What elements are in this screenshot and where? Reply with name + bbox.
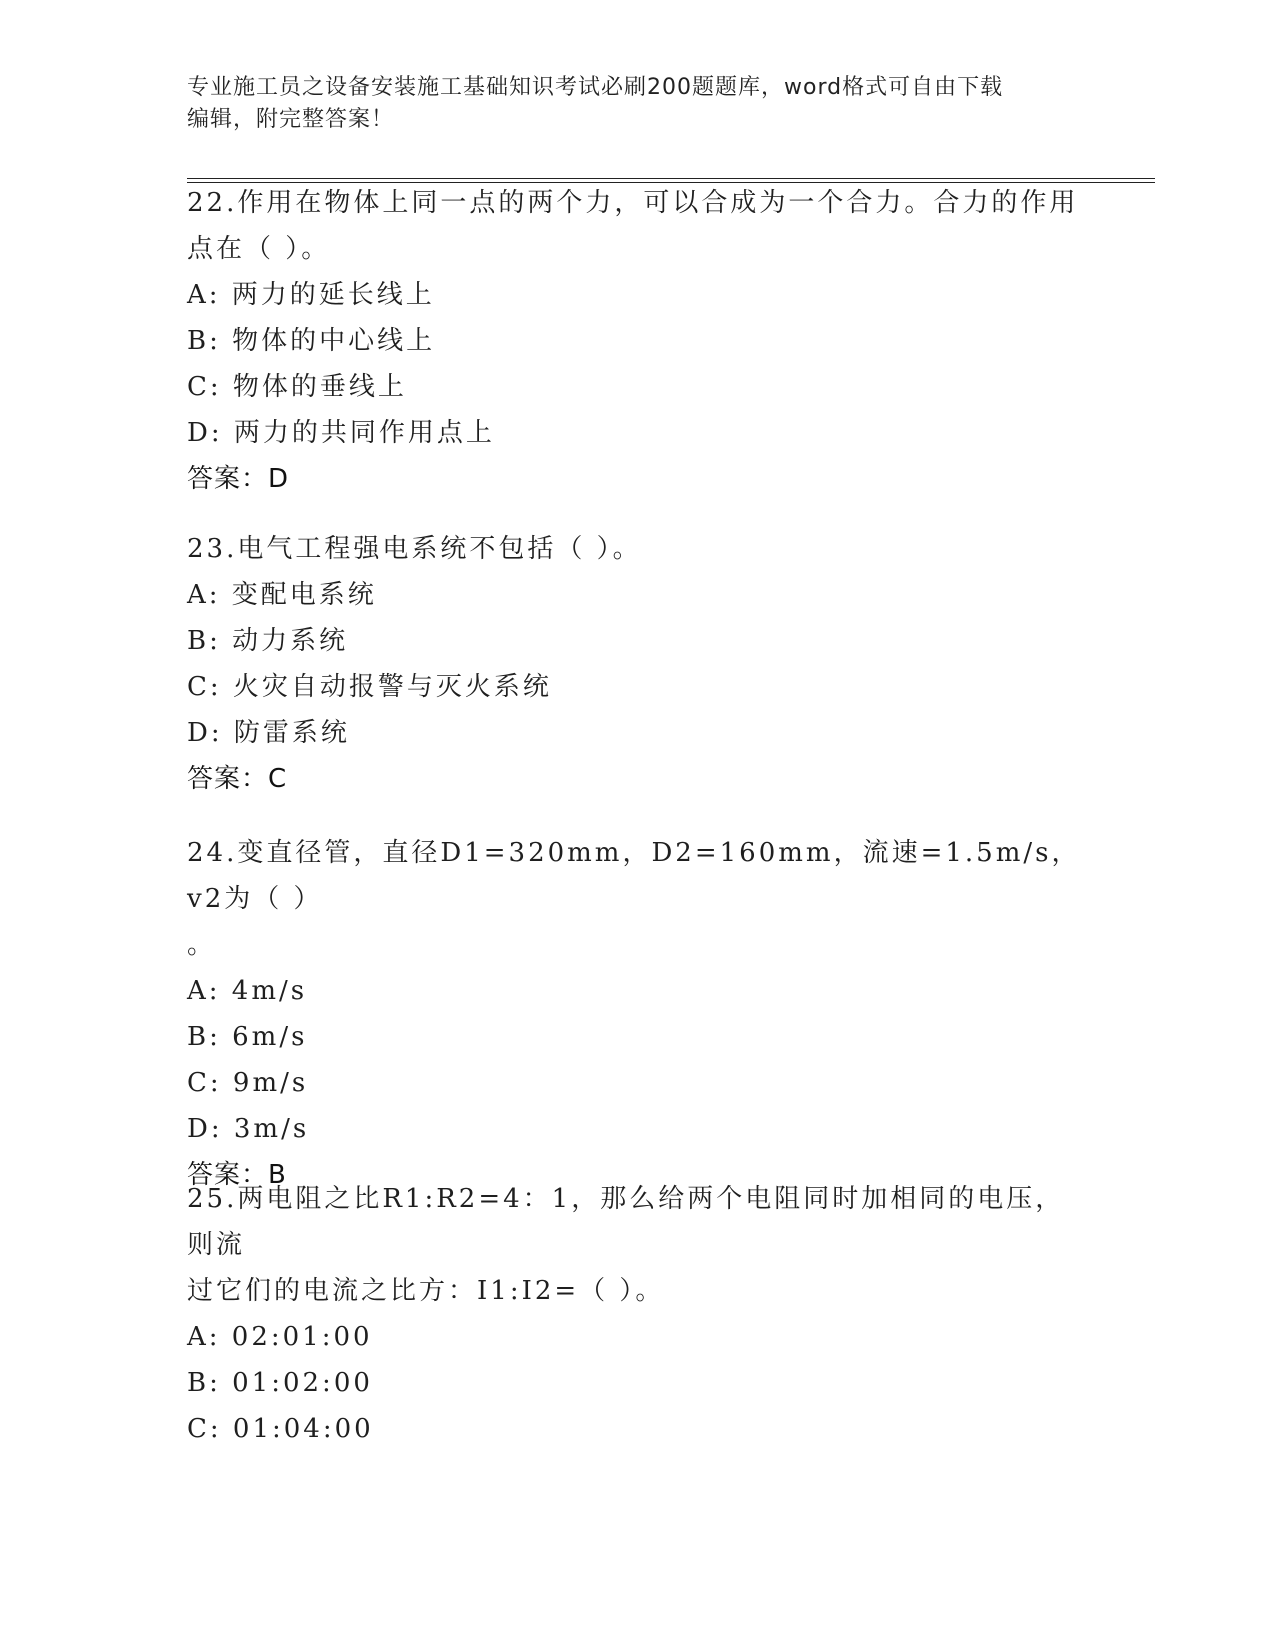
question-stem-line: 22.作用在物体上同一点的两个力，可以合成为一个合力。合力的作用 (187, 188, 1079, 218)
question-stem-line: 。 (187, 930, 217, 960)
option-b: B: 01:02:00 (187, 1368, 373, 1398)
question-stem-line: 23.电气工程强电系统不包括（ ）。 (187, 534, 642, 564)
document-header (187, 72, 1087, 136)
option-a: A: 变配电系统 (187, 580, 377, 610)
option-c: C: 01:04:00 (187, 1414, 374, 1444)
option-a: A: 两力的延长线上 (187, 280, 435, 310)
header-line-2: 编辑，附完整答案！ (187, 107, 395, 132)
option-c: C: 9m/s (187, 1068, 309, 1098)
answer-line (187, 456, 1087, 502)
option-b: B: 物体的中心线上 (187, 326, 436, 356)
answer-label: 答案： (187, 764, 269, 794)
option-a: A: 02:01:00 (187, 1322, 373, 1352)
option-b: B: 6m/s (187, 1022, 308, 1052)
answer-value: C (268, 764, 288, 794)
answer-value: D (268, 464, 290, 494)
question-25 (187, 1176, 1087, 1452)
answer-line (187, 756, 1087, 802)
answer-label: 答案： (187, 464, 269, 494)
question-22 (187, 180, 1087, 502)
answer-label: 答案： (187, 1160, 269, 1190)
option-d: D: 3m/s (187, 1114, 310, 1144)
header-line-1: 专业施工员之设备安装施工基础知识考试必刷200题题库，word格式可自由下载 (187, 75, 1004, 100)
answer-value: B (268, 1160, 287, 1190)
question-stem-line: 点在（ ）。 (187, 234, 331, 264)
option-c: C: 物体的垂线上 (187, 372, 407, 402)
question-stem-line: 过它们的电流之比方：I1:I2=（ ）。 (187, 1276, 665, 1306)
option-d: D: 防雷系统 (187, 718, 350, 748)
question-23 (187, 526, 1087, 802)
option-b: B: 动力系统 (187, 626, 349, 656)
header-divider-top (187, 178, 1155, 179)
question-stem-line: 25.两电阻之比R1:R2=4：1，那么给两个电阻同时加相同的电压，则流 (187, 1184, 1065, 1260)
option-d: D: 两力的共同作用点上 (187, 418, 495, 448)
question-24 (187, 830, 1087, 1198)
question-stem-line: 24.变直径管，直径D1=320mm，D2=160mm，流速=1.5m/s，v2为（ ） (187, 838, 1081, 914)
option-a: A: 4m/s (187, 976, 308, 1006)
option-c: C: 火灾自动报警与灭火系统 (187, 672, 552, 702)
